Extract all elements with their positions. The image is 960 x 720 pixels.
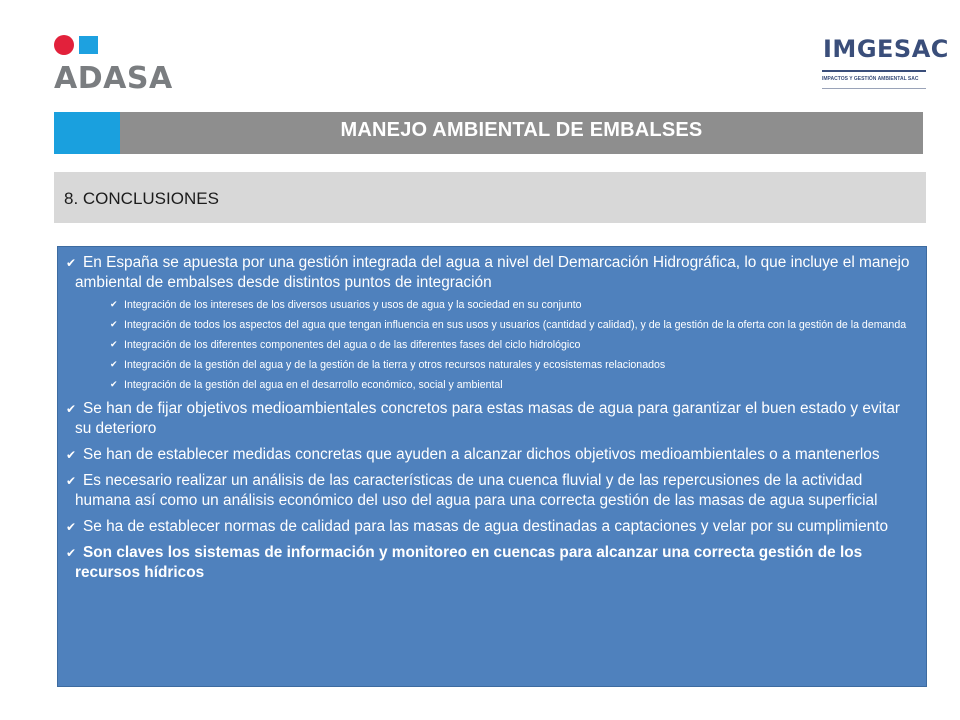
conclusion-item — [66, 253, 916, 293]
section-title: 8. CONCLUSIONES — [64, 189, 219, 208]
sub-item-text: Integración de los diferentes componentes del agua o de las diferentes fases del ciclo hidrológico — [124, 339, 581, 351]
title-bar — [54, 112, 923, 154]
imgesac-wordmark: IMGESAC — [823, 35, 949, 63]
conclusion-text: Son claves los sistemas de información y monitoreo en cuencas para alcanzar una correcta gestión de los recursos hídricos — [75, 544, 863, 581]
adasa-wordmark: ADASA — [54, 61, 173, 96]
checkmark-icon: ✔ — [66, 546, 77, 560]
checkmark-icon: ✔ — [66, 474, 77, 488]
conclusion-text: Se han de establecer medidas concretas que ayuden a alcanzar dichos objetivos medioambientales o a mantenerlos — [83, 446, 880, 463]
conclusions-panel — [57, 246, 927, 687]
checkmark-icon: ✔ — [110, 320, 118, 330]
checkmark-icon: ✔ — [110, 340, 118, 350]
checkmark-icon: ✔ — [66, 402, 77, 416]
adasa-logo — [54, 33, 174, 95]
sub-item-text: Integración de todos los aspectos del agua que tengan influencia en sus usos y usuarios (cantidad y calidad), y de la gestión de la oferta con la gestión de la demanda — [124, 319, 907, 331]
red-dot-icon — [54, 35, 74, 55]
sub-item — [66, 359, 916, 372]
imgesac-logo — [820, 34, 949, 98]
conclusion-item — [66, 543, 916, 583]
title-accent-block — [54, 112, 120, 154]
conclusion-item — [66, 471, 916, 511]
conclusion-item — [66, 445, 916, 465]
checkmark-icon: ✔ — [110, 360, 118, 370]
imgesac-tagline: IMPACTOS Y GESTIÓN AMBIENTAL SAC — [822, 76, 919, 82]
sub-item — [66, 379, 916, 392]
page-title: MANEJO AMBIENTAL DE EMBALSES — [340, 119, 703, 141]
logo-divider — [822, 88, 926, 89]
sub-item-text: Integración de la gestión del agua en el desarrollo económico, social y ambiental — [124, 379, 503, 391]
checkmark-icon: ✔ — [110, 380, 118, 390]
sub-item — [66, 319, 916, 332]
conclusion-text: En España se apuesta por una gestión integrada del agua a nivel del Demarcación Hidrográfica, lo que incluye el manejo ambiental de embalses desde distintos puntos de integración — [75, 254, 910, 291]
sub-item-text: Integración de los intereses de los diversos usuarios y usos de agua y la sociedad en su conjunto — [124, 299, 582, 311]
sub-item-text: Integración de la gestión del agua y de la gestión de la tierra y otros recursos naturales y ecosistemas relacionados — [124, 359, 666, 371]
logo-divider — [822, 70, 926, 72]
checkmark-icon: ✔ — [66, 520, 77, 534]
sub-item — [66, 339, 916, 352]
sub-item — [66, 299, 916, 312]
checkmark-icon: ✔ — [110, 300, 118, 310]
conclusion-item — [66, 399, 916, 439]
checkmark-icon: ✔ — [66, 256, 77, 270]
conclusion-text: Se ha de establecer normas de calidad para las masas de agua destinadas a captaciones y velar por su cumplimiento — [83, 518, 889, 535]
conclusion-item — [66, 517, 916, 537]
conclusion-text: Se han de fijar objetivos medioambientales concretos para estas masas de agua para garantizar el buen estado y evitar su deterioro — [75, 400, 901, 437]
blue-square-icon — [79, 36, 98, 54]
checkmark-icon: ✔ — [66, 448, 77, 462]
section-header — [54, 172, 926, 223]
sub-list — [66, 299, 916, 392]
conclusion-text: Es necesario realizar un análisis de las características de una cuenca fluvial y de las repercusiones de la actividad humana así como un análisis económico del uso del agua para una correcta gestión de las masas de agua superficial — [75, 472, 878, 509]
